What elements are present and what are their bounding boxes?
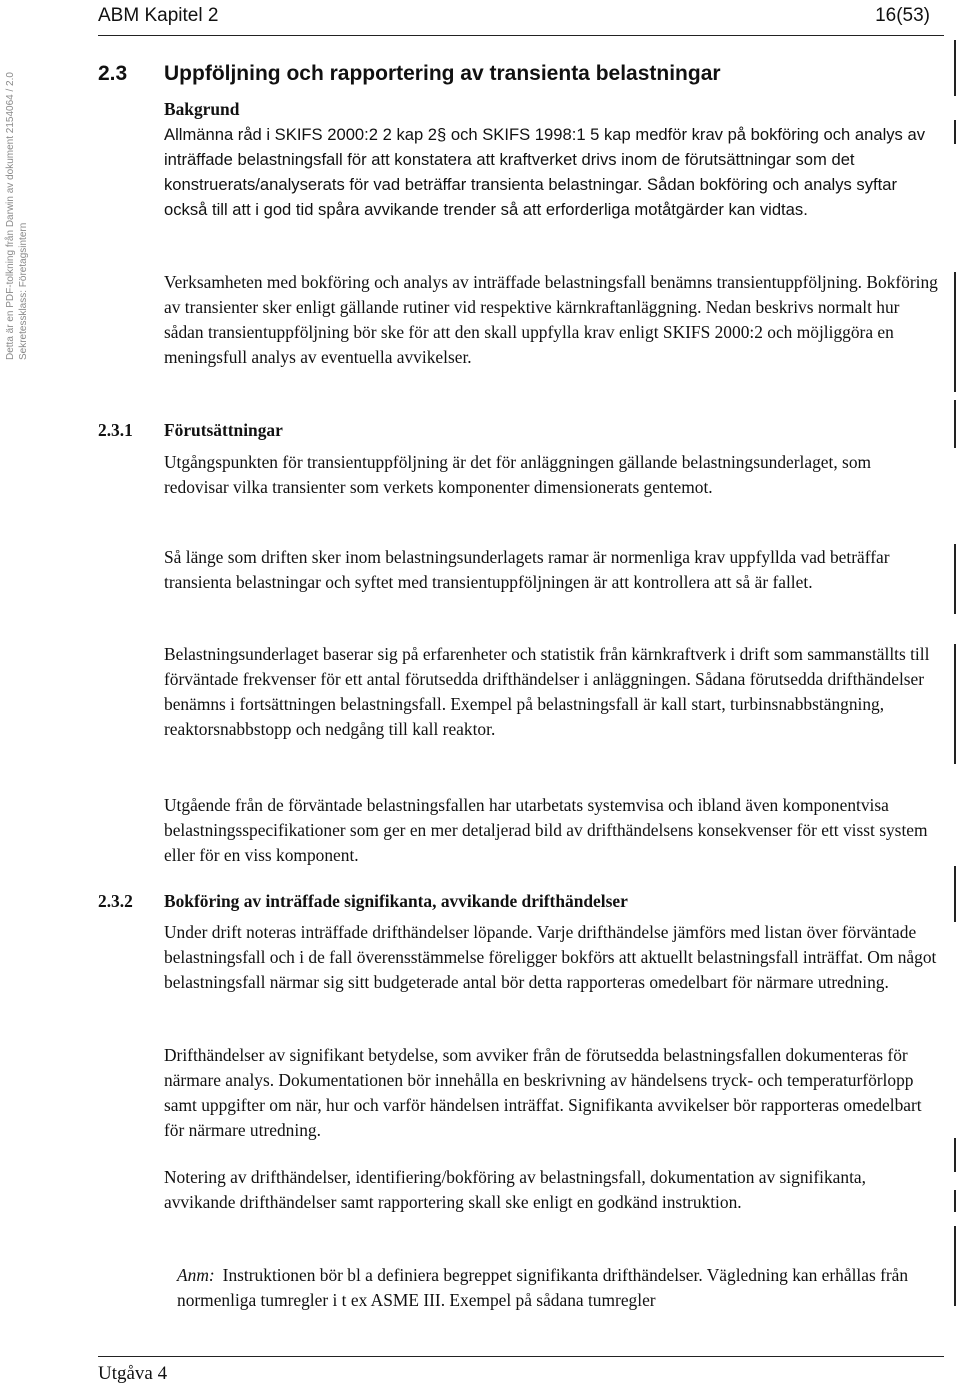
change-bar — [954, 400, 956, 448]
section-number: 2.3 — [98, 62, 128, 85]
subsection-title: Förutsättningar — [164, 420, 283, 440]
header-rule — [98, 35, 944, 36]
subsection-number: 2.3.1 — [98, 420, 133, 440]
anm-label: Anm: — [177, 1265, 215, 1285]
change-bar — [954, 120, 956, 144]
footer-rule — [98, 1356, 944, 1357]
s231-paragraph-4-block — [164, 793, 940, 868]
change-bar — [954, 40, 956, 96]
side-watermark-line-1: Detta är en PDF-tolkning från Darwin av dokument 2154064 / 2.0 — [5, 72, 16, 360]
subsection-heading-2-3-1 — [98, 420, 283, 441]
change-bar — [954, 1138, 956, 1172]
bakgrund-title: Bakgrund — [164, 99, 240, 119]
change-bar — [954, 866, 956, 922]
anm-text: Instruktionen bör bl a definiera begreppet signifikanta drifthändelser. Vägledning kan erhållas från normenliga tumregler i t ex ASME III. Exempel på sådana tumregler — [177, 1265, 909, 1310]
page-header — [98, 2, 944, 36]
header-page-number: 16(53) — [875, 5, 930, 26]
footer-edition: Utgåva 4 — [98, 1363, 168, 1384]
s231-paragraph-3-block — [164, 642, 940, 742]
s232-paragraph-1: Under drift noteras inträffade drifthändelser löpande. Varje drifthändelse jämförs med listan över förväntade belastningsfall och i de fall överensstämmelse föreligger bokförs att aktuellt belastningsfall inträffat. Om något belastningsfall närmar sig sitt budgeterade antal bör detta rapporteras omedelbart för närmare utredning. — [164, 922, 937, 992]
subsection-title: Bokföring av inträffade signifikanta, avvikande drifthändelser — [164, 891, 628, 911]
change-bar — [954, 644, 956, 764]
change-bar — [954, 1190, 956, 1212]
s232-paragraph-2: Drifthändelser av signifikant betydelse, som avviker från de förutsedda belastningsfallen dokumenteras för närmare analys. Dokumentationen bör innehålla en beskrivning av händelsens tryck- och temperaturförlopp samt uppgifter om när, hur och varför händelsen inträffat. Signifikanta avvikelser bör rapporteras omedelbart för närmare utredning. — [164, 1045, 922, 1140]
s231-paragraph-3: Belastningsunderlaget baserar sig på erfarenheter och statistik från kärnkraftverk i drift som sammanställts till förväntade frekvenser för ett antal förutsedda drifthändelser i anläggningen. Sådana förutsedda drifthändelser benämns i fortsättningen belastningsfall. Exempel på belastningsfall är kall start, turbinsnabbstängning, reaktorsnabbstopp och nedgång till kall reaktor. — [164, 644, 930, 739]
side-watermark — [2, 40, 32, 360]
anm-note — [177, 1263, 942, 1313]
header-chapter: ABM Kapitel 2 — [98, 5, 219, 26]
s232-paragraph-1-block — [164, 920, 940, 995]
s231-paragraph-2-block — [164, 545, 940, 595]
change-bar — [954, 544, 956, 614]
change-bar — [954, 1226, 956, 1306]
bakgrund-paragraph-1: Allmänna råd i SKIFS 2000:2 2 kap 2§ och SKIFS 1998:1 5 kap medför krav på bokföring och analys av inträffade belastningsfall för att konstatera att kraftverket drivs inom de förutsättningar som det konstruerats/analyserats för vad beträffar transienta belastningar. Sådan bokföring och analys syftar också till att i god tid spåra avvikande trender så att erforderliga motåtgärder kan vidtas. — [164, 125, 925, 219]
s231-paragraph-1: Utgångspunkten för transientuppföljning är det för anläggningen gällande belastningsunderlaget, som redovisar vilka transienter som verkets komponenter dimensionerats gentemot. — [164, 452, 872, 497]
subsection-number: 2.3.2 — [98, 891, 133, 911]
s231-paragraph-1-block — [164, 450, 940, 500]
change-bar — [954, 272, 956, 392]
s232-paragraph-3-block — [164, 1165, 940, 1215]
bakgrund-paragraph-2-block — [164, 270, 940, 370]
s231-paragraph-2: Så länge som driften sker inom belastningsunderlagets ramar är normenliga krav uppfyllda vad beträffar transienta belastningar och syftet med transientuppföljningen är att kontrollera att så är fallet. — [164, 547, 890, 592]
s232-paragraph-3: Notering av drifthändelser, identifiering/bokföring av belastningsfall, dokumentation av signifikanta, avvikande drifthändelser samt rapportering skall ske enligt en godkänd instruktion. — [164, 1167, 866, 1212]
section-heading — [98, 62, 721, 86]
bakgrund-block — [164, 97, 940, 222]
s232-paragraph-2-block — [164, 1043, 940, 1143]
side-watermark-line-2: Sekretessklass: Företagsintern — [18, 222, 29, 360]
s231-paragraph-4: Utgående från de förväntade belastningsfallen har utarbetats systemvisa och ibland även komponentvisa belastningsspecifikationer som ger en mer detaljerad bild av drifthändelsens konsekvenser för ett visst system eller för en viss komponent. — [164, 795, 928, 865]
subsection-heading-2-3-2 — [98, 891, 628, 912]
bakgrund-paragraph-2: Verksamheten med bokföring och analys av inträffade belastningsfall benämns transientuppföljning. Bokföring av transienter sker enligt gällande rutiner vid respektive kärnkraftanläggning. Nedan beskrivs normalt hur sådan transientuppföljning bör ske för att den skall uppfylla krav enligt SKIFS 2000:2 och möjliggöra en meningsfull analys av eventuella avvikelser. — [164, 272, 938, 367]
section-title: Uppföljning och rapportering av transienta belastningar — [164, 62, 721, 85]
